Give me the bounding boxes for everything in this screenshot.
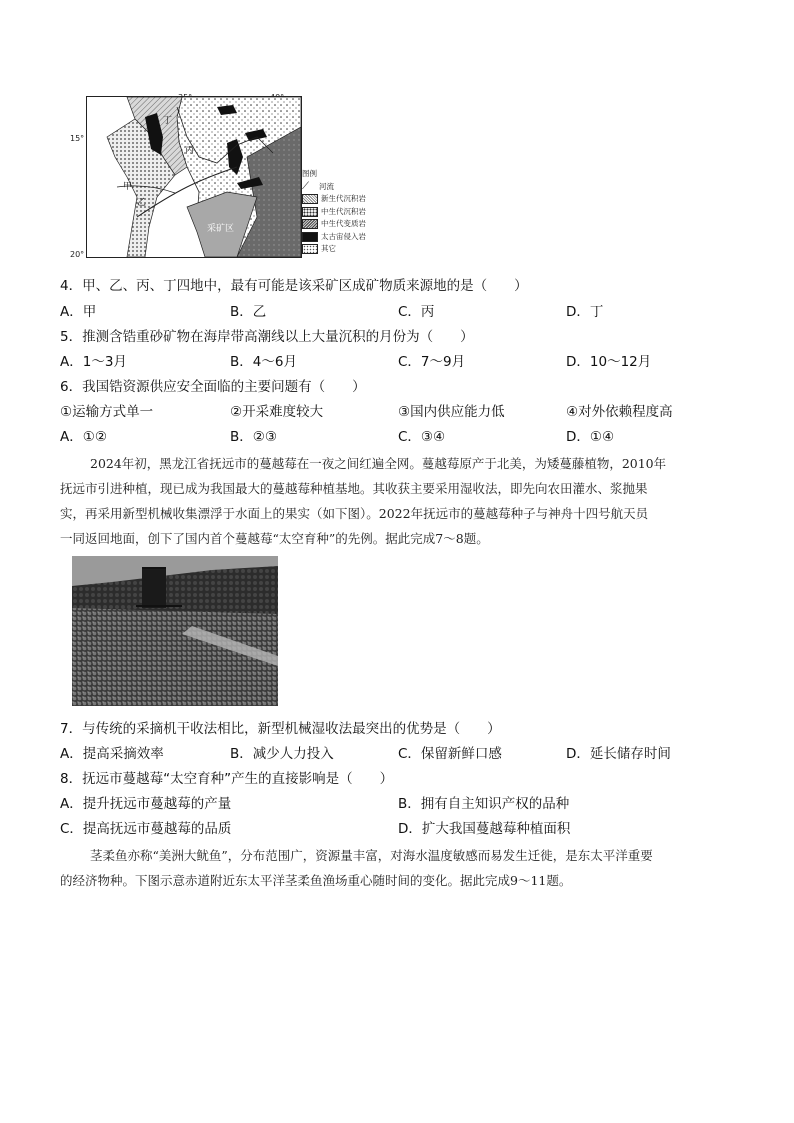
legend-row-cenozoic-sed bbox=[302, 193, 366, 206]
place-label-bing: 丙 bbox=[185, 146, 195, 156]
passage-squid bbox=[60, 843, 736, 893]
question-4-stem: 4．甲、乙、丙、丁四地中，最有可能是该采矿区成矿物质来源地的是（ ） bbox=[60, 278, 528, 294]
q6-option-b[interactable]: B．②③ bbox=[230, 429, 277, 445]
legend-title: 图例 bbox=[302, 169, 317, 178]
q4-option-d[interactable]: D．丁 bbox=[566, 304, 604, 320]
passage-line: 抚远市引进种植，现已成为我国最大的蔓越莓种植基地。其收获主要采用湿收法，即先向农田灌水、浆抛果 bbox=[60, 481, 648, 496]
place-label-mining-area: 采矿区 bbox=[207, 224, 235, 234]
legend-swatch bbox=[302, 232, 318, 242]
q8-option-d[interactable]: D．扩大我国蔓越莓种植面积 bbox=[398, 821, 571, 837]
question-6-stem: 6．我国锆资源供应安全面临的主要问题有（ ） bbox=[60, 379, 366, 395]
legend-row-other bbox=[302, 243, 366, 256]
q5-option-b[interactable]: B．4～6月 bbox=[230, 354, 297, 370]
q6-statement-2: ②开采难度较大 bbox=[230, 404, 324, 420]
geology-map bbox=[86, 96, 302, 258]
passage-line: 一同返回地面，创下了国内首个蔓越莓“太空育种”的先例。据此完成7～8题。 bbox=[60, 531, 489, 546]
q7-option-c[interactable]: C．保留新鲜口感 bbox=[398, 746, 502, 762]
q4-option-c[interactable]: C．丙 bbox=[398, 304, 435, 320]
cranberry-harvest-photo bbox=[72, 556, 278, 706]
passage-line: 2024年初，黑龙江省抚远市的蔓越莓在一夜之间红遍全网。蔓越莓原产于北美，为矮蔓藤植物，2010年 bbox=[90, 456, 667, 471]
q6-statement-1: ①运输方式单一 bbox=[60, 404, 154, 420]
q5-option-a[interactable]: A．1～3月 bbox=[60, 354, 127, 370]
legend-label: 河流 bbox=[319, 181, 334, 191]
legend-label: 其它 bbox=[321, 244, 336, 253]
q7-option-a[interactable]: A．提高采摘效率 bbox=[60, 746, 164, 762]
q4-option-a[interactable]: A．甲 bbox=[60, 304, 97, 320]
q7-option-b[interactable]: B．减少人力投入 bbox=[230, 746, 334, 762]
q8-option-a[interactable]: A．提升抚远市蔓越莓的产量 bbox=[60, 796, 232, 812]
passage-cranberry bbox=[60, 451, 736, 551]
place-label-yi: 乙 bbox=[137, 198, 147, 208]
q6-option-a[interactable]: A．①② bbox=[60, 429, 107, 445]
legend-label: 中生代沉积岩 bbox=[321, 206, 366, 216]
lat-label-20: 20° bbox=[70, 250, 85, 259]
legend-row-mesozoic-meta bbox=[302, 218, 366, 231]
q8-option-b[interactable]: B．拥有自主知识产权的品种 bbox=[398, 796, 570, 812]
q4-option-b[interactable]: B．乙 bbox=[230, 304, 267, 320]
question-8-stem: 8．抚远市蔓越莓“太空育种”产生的直接影响是（ ） bbox=[60, 771, 394, 787]
question-5-stem: 5．推测含锆重砂矿物在海岸带高潮线以上大量沉积的月份为（ ） bbox=[60, 329, 474, 345]
photo-drawing bbox=[72, 556, 278, 706]
legend-swatch bbox=[302, 194, 318, 204]
q8-option-c[interactable]: C．提高抚远市蔓越莓的品质 bbox=[60, 821, 232, 837]
map-legend bbox=[302, 168, 366, 256]
q6-option-d[interactable]: D．①④ bbox=[566, 429, 615, 445]
legend-label: 中生代变质岩 bbox=[321, 219, 366, 228]
lat-label-15: 15° bbox=[70, 134, 85, 143]
passage-line: 的经济物种。下图示意赤道附近东太平洋茎柔鱼渔场重心随时间的变化。据此完成9～11题。 bbox=[60, 873, 572, 888]
q5-option-c[interactable]: C．7～9月 bbox=[398, 354, 466, 370]
legend-row-river bbox=[302, 181, 366, 194]
question-7-stem: 7．与传统的采摘机干收法相比，新型机械湿收法最突出的优势是（ ） bbox=[60, 721, 501, 737]
legend-swatch bbox=[302, 244, 318, 254]
q6-statement-3: ③国内供应能力低 bbox=[398, 404, 505, 420]
q6-option-c[interactable]: C．③④ bbox=[398, 429, 446, 445]
q5-option-d[interactable]: D．10～12月 bbox=[566, 354, 652, 370]
legend-row-archean bbox=[302, 231, 366, 244]
river-icon: ⟋ bbox=[302, 180, 309, 192]
legend-row-mesozoic-sed bbox=[302, 206, 366, 219]
passage-line: 实，再采用新型机械收集漂浮于水面上的果实（如下图）。2022年抚远市的蔓越莓种子与神舟十四号航天员 bbox=[60, 506, 649, 521]
geology-map-drawing bbox=[87, 97, 301, 257]
place-label-ding: 丁 bbox=[163, 116, 173, 126]
q7-option-d[interactable]: D．延长储存时间 bbox=[566, 746, 671, 762]
legend-label: 太古宙侵入岩 bbox=[321, 231, 366, 241]
legend-label: 新生代沉积岩 bbox=[321, 194, 366, 203]
q6-statement-4: ④对外依赖程度高 bbox=[566, 404, 673, 420]
place-label-jia: 甲 bbox=[123, 182, 133, 192]
passage-line: 茎柔鱼亦称“美洲大鱿鱼”，分布范围广，资源量丰富，对海水温度敏感而易发生迁徙，是东太平洋重要 bbox=[90, 848, 653, 863]
legend-swatch bbox=[302, 207, 318, 217]
legend-swatch bbox=[302, 219, 318, 229]
